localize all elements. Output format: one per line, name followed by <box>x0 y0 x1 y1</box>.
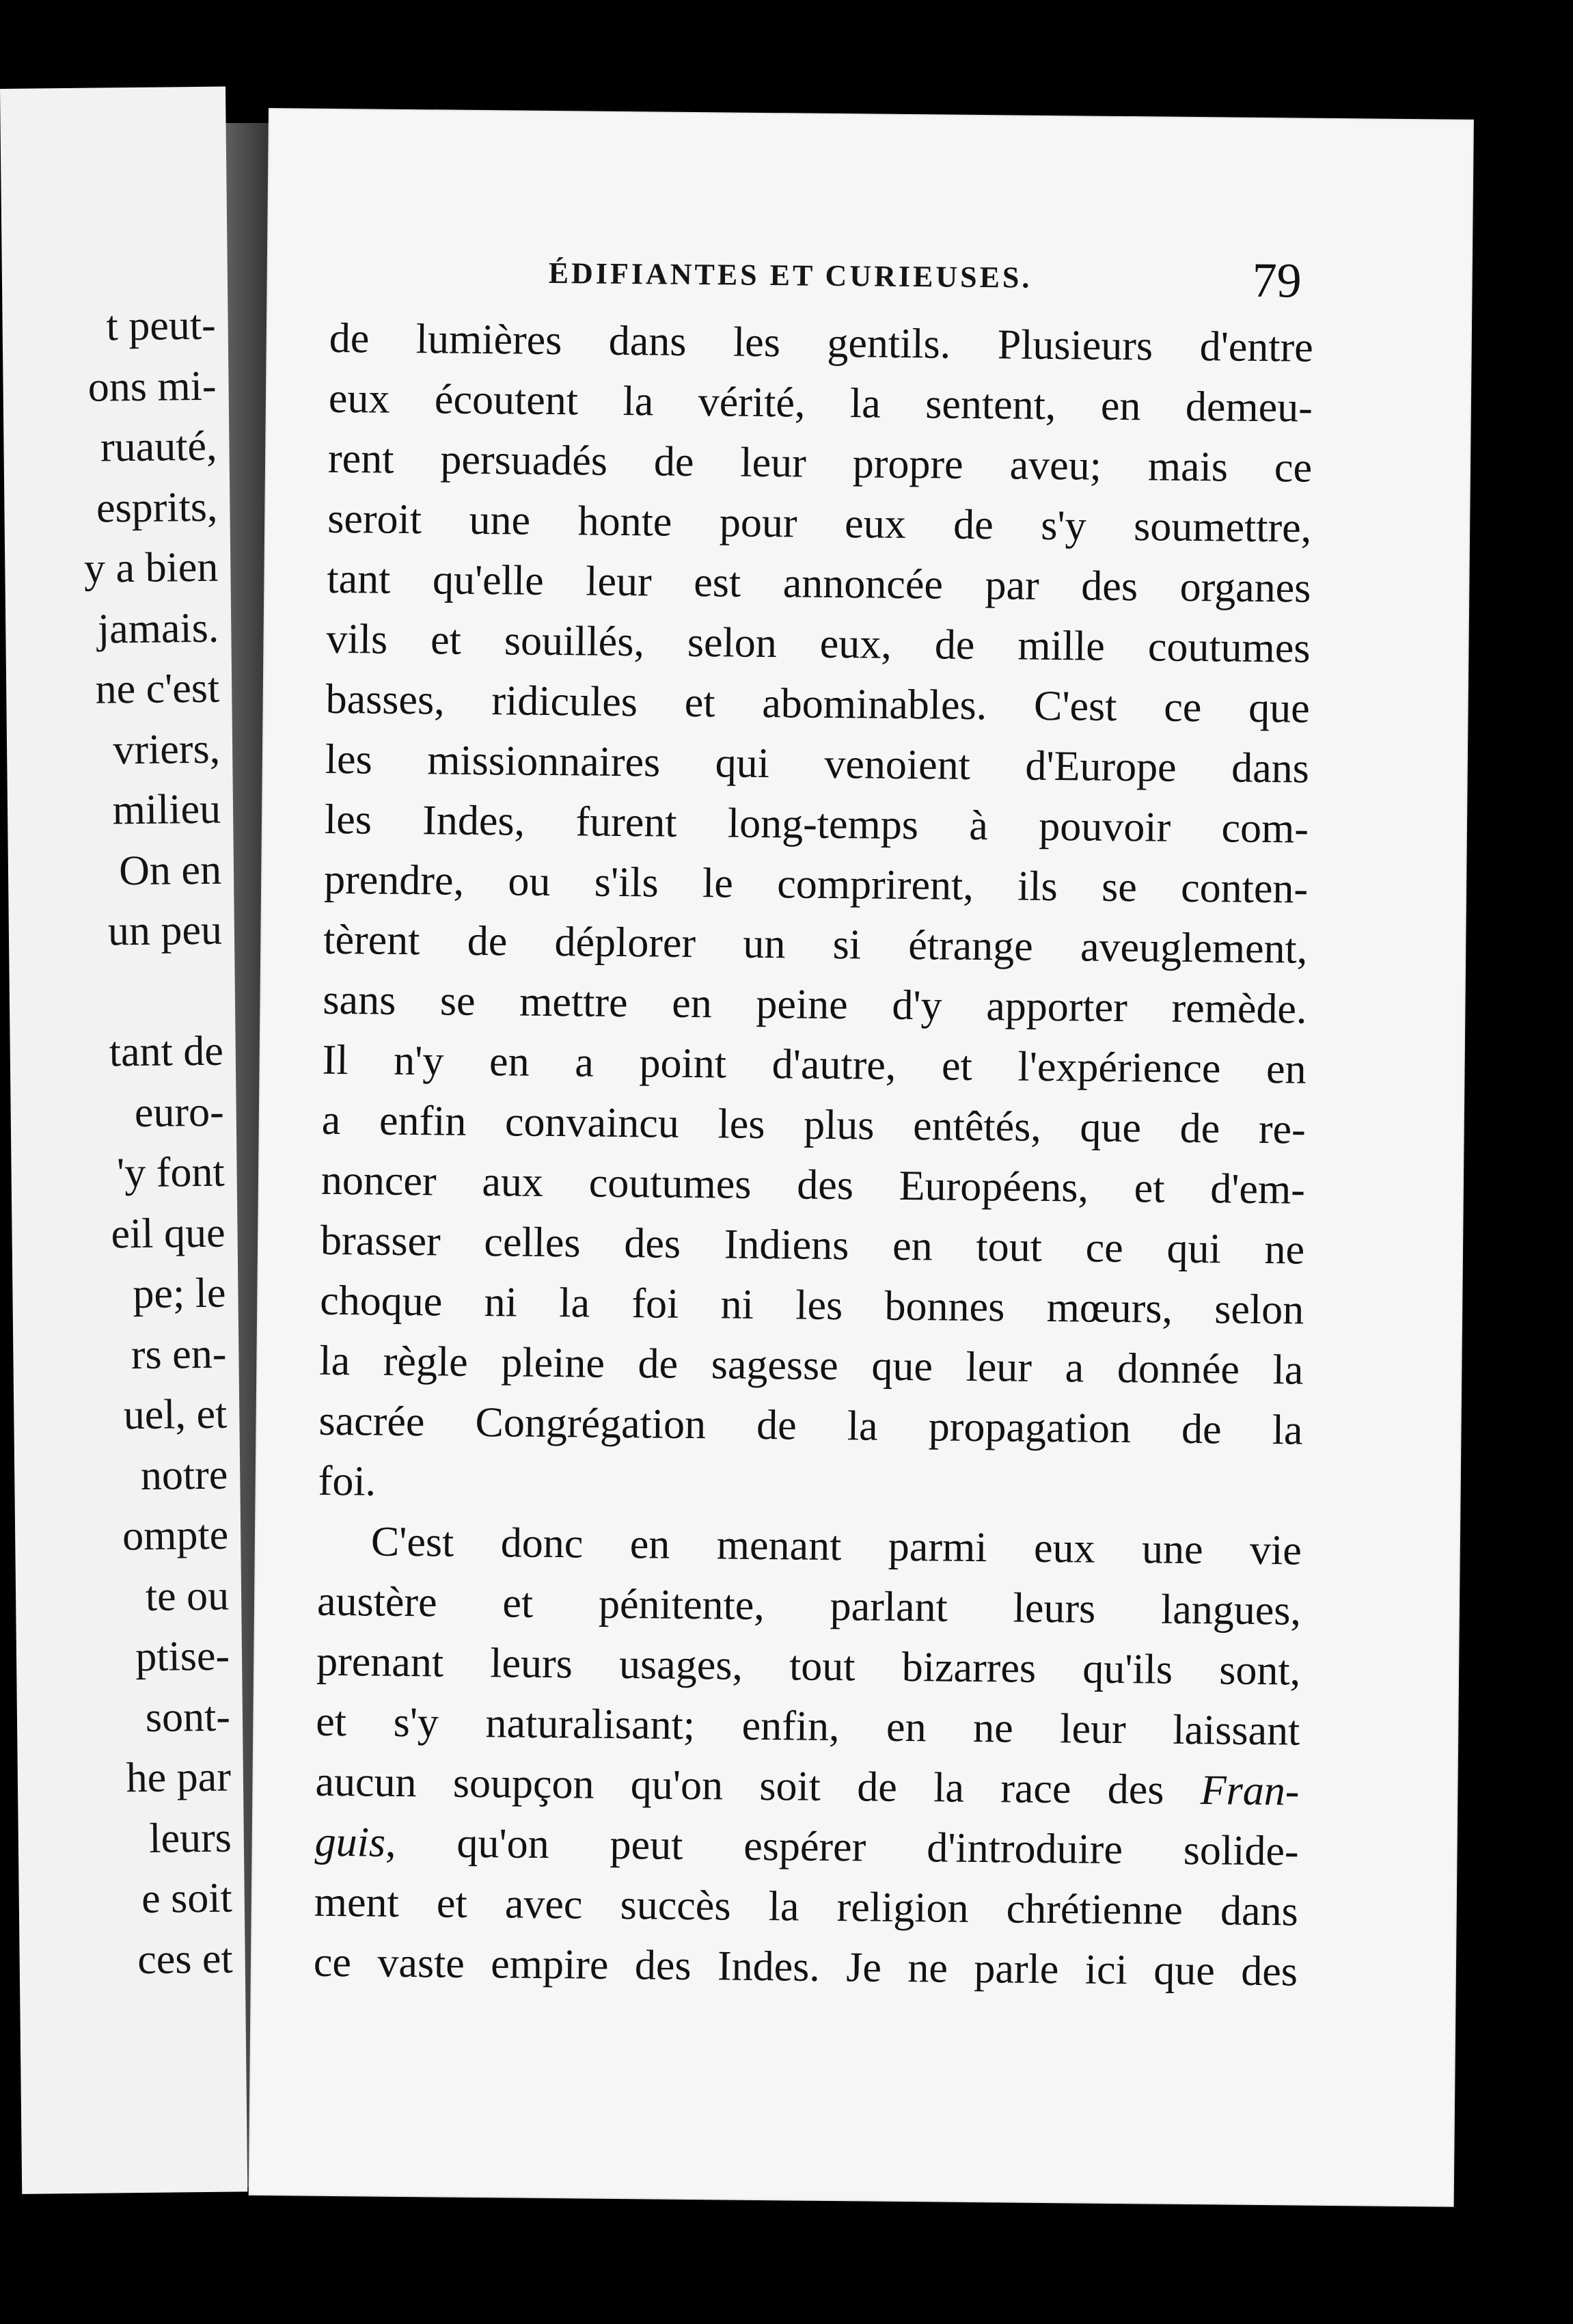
text-line: ment et avec succès la religion chrétienne dans <box>314 1878 1299 1935</box>
left-page-line: un peu <box>107 906 223 955</box>
text-line: C'est donc en menant parmi eux une vie <box>370 1518 1302 1574</box>
text-line-segment: , qu'on peut espérer d'introduire solide- <box>385 1819 1299 1875</box>
body-text <box>314 308 1314 2002</box>
text-line: la règle pleine de sagesse que leur a donnée la <box>319 1337 1304 1394</box>
left-page-line: notre <box>140 1451 228 1499</box>
text-line: les Indes, furent long-temps à pouvoir com- <box>324 796 1309 852</box>
left-page-line <box>88 960 223 1023</box>
left-page-line: ptise- <box>135 1632 230 1681</box>
text-line: prenant leurs usages, tout bizarres qu'ils sont, <box>316 1638 1301 1694</box>
text-line-segment: aucun soupçon qu'on soit de la race des <box>315 1758 1164 1813</box>
left-page-line: euro- <box>134 1088 225 1136</box>
left-page-line: jamais. <box>97 604 219 653</box>
text-line: de lumières dans les gentils. Plusieurs d'entre <box>329 314 1314 371</box>
left-page-line: e soit <box>141 1874 233 1922</box>
text-line: brasser celles des Indiens en tout ce qui ne <box>320 1217 1305 1273</box>
left-page-line: ompte <box>122 1511 229 1560</box>
left-page-line: sont- <box>145 1693 231 1741</box>
text-line: seroit une honte pour eux de s'y soumettre, <box>327 495 1312 552</box>
text-line: sacrée Congrégation de la propagation de la <box>318 1397 1303 1454</box>
left-page-line: he par <box>126 1753 232 1802</box>
left-page <box>0 87 247 2194</box>
left-page-line: te ou <box>145 1572 230 1620</box>
text-line: austère et pénitente, parlant leurs langues, <box>316 1578 1302 1634</box>
left-page-line: ne c'est <box>95 664 220 713</box>
text-line: choque ni la foi ni les bonnes mœurs, selon <box>319 1277 1304 1334</box>
text-line: prendre, ou s'ils le comprirent, ils se conten- <box>323 856 1309 913</box>
text-line: foi. <box>318 1457 377 1505</box>
left-page-line: leurs <box>148 1814 232 1862</box>
text-line: ce vaste empire des Indes. Je ne parle ici que des <box>313 1938 1298 1995</box>
left-page-line: ruauté, <box>100 422 217 471</box>
left-page-line: vriers, <box>113 725 221 773</box>
left-page-line: ces et <box>137 1935 234 1983</box>
text-line: tant qu'elle leur est annoncée par des organes <box>327 555 1311 612</box>
italic-word: guis <box>314 1818 386 1866</box>
italic-word: Fran- <box>1200 1767 1300 1815</box>
text-line: les missionnaires qui venoient d'Europe dans <box>325 735 1310 792</box>
text-line: a enfin convaincu les plus entêtés, que de re- <box>321 1096 1307 1153</box>
left-page-line: tant de <box>109 1027 224 1076</box>
left-page-line: milieu <box>112 785 221 834</box>
text-line: eux écoutent la vérité, la sentent, en demeu- <box>328 375 1313 431</box>
text-line: basses, ridicules et abominables. C'est ce que <box>325 675 1310 732</box>
text-line: tèrent de déplorer un si étrange aveuglement, <box>323 916 1308 973</box>
page-number: 79 <box>1252 252 1302 308</box>
left-page-line: esprits, <box>96 483 218 532</box>
left-page-line: eil que <box>111 1209 225 1257</box>
right-page <box>250 109 1473 2206</box>
text-line: Il n'y en a point d'autre, et l'expérience en <box>322 1036 1307 1093</box>
left-page-line: y a bien <box>83 543 219 592</box>
text-line-with-italic <box>315 1752 1300 1822</box>
text-line: noncer aux coutumes des Européens, et d'em- <box>320 1157 1306 1213</box>
text-line: sans se mettre en peine d'y apporter remède. <box>323 976 1307 1033</box>
running-head: ÉDIFIANTES ET CURIEUSES. <box>548 256 1032 295</box>
left-page-line: ons mi- <box>87 362 217 411</box>
left-page-line: t peut- <box>106 301 216 350</box>
text-line: vils et souillés, selon eux, de mille coutumes <box>326 615 1311 672</box>
left-page-text <box>81 295 233 1990</box>
text-line-with-italic <box>314 1812 1299 1882</box>
text-line: et s'y naturalisant; enfin, en ne leur laissant <box>316 1698 1300 1755</box>
left-page-line: On en <box>118 846 222 894</box>
left-page-line: uel, et <box>123 1390 228 1439</box>
text-line: rent persuadés de leur propre aveu; mais ce <box>327 435 1313 491</box>
left-page-line: rs en- <box>131 1330 227 1378</box>
left-page-line: 'y font <box>116 1148 225 1197</box>
left-page-line: pe; le <box>133 1269 226 1318</box>
